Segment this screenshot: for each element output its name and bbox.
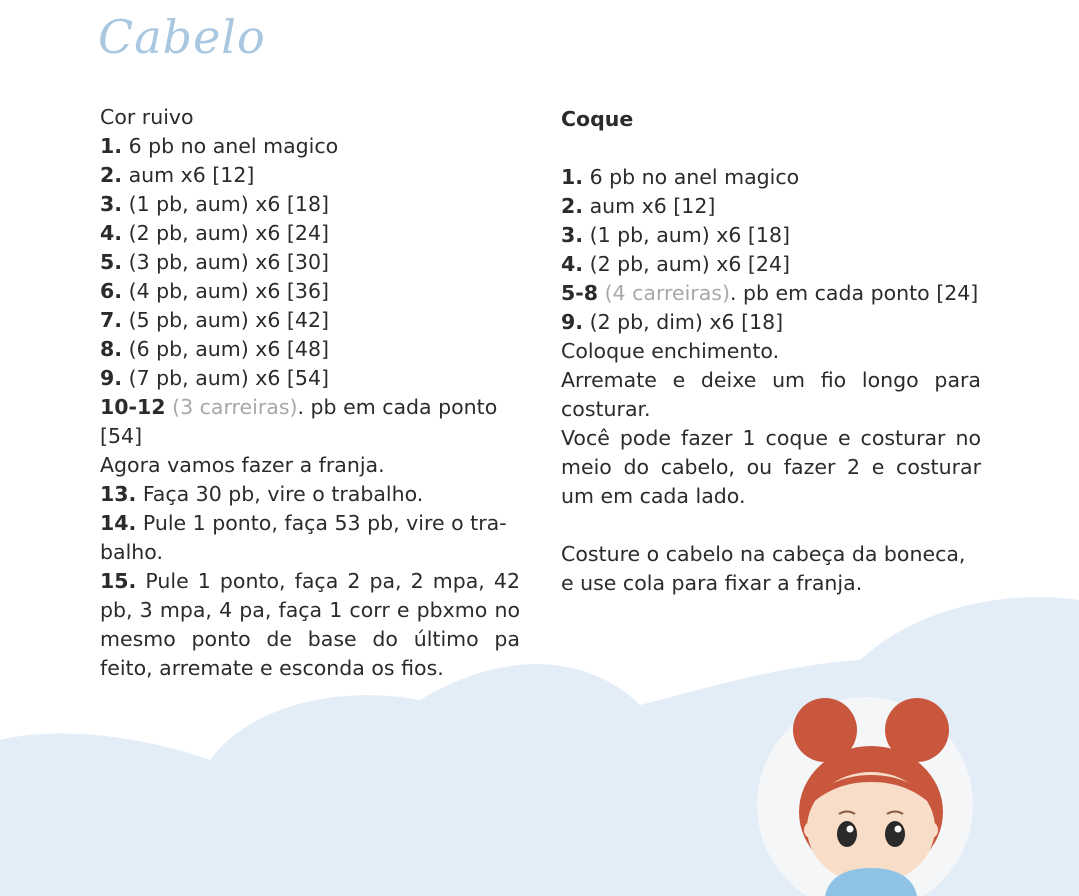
fringe-intro: Agora vamos fazer a franja. xyxy=(100,453,385,477)
coque-round-5-8: 5-8 (4 carreiras). pb em cada ponto [24] xyxy=(561,281,979,305)
round-4: 4. (2 pb, aum) x6 [24] xyxy=(100,221,330,245)
coque-round-9: 9. (2 pb, dim) x6 [18] xyxy=(561,310,784,334)
doll-photo xyxy=(755,680,985,896)
stuffing-step: Coloque enchimento. xyxy=(561,339,780,363)
section-heading-coque: Coque xyxy=(561,107,634,131)
bun-option-cont-1: meio do cabelo, ou fazer 2 e costurar xyxy=(561,455,981,479)
coque-round-3: 3. (1 pb, aum) x6 [18] xyxy=(561,223,791,247)
final-step: Costure o cabelo na cabeça da boneca, xyxy=(561,542,966,566)
round-15-cont-2: mesmo ponto de base do último pa xyxy=(100,627,520,651)
round-14: 14. Pule 1 ponto, faça 53 pb, vire o tra- xyxy=(100,511,507,535)
right-column xyxy=(561,105,981,598)
round-2: 2. aum x6 [12] xyxy=(100,163,255,187)
round-10-12-count: [54] xyxy=(100,424,143,448)
round-15-cont-1: pb, 3 mpa, 4 pa, faça 1 corr e pbxmo no xyxy=(100,598,520,622)
coque-round-2: 2. aum x6 [12] xyxy=(561,194,716,218)
round-6: 6. (4 pb, aum) x6 [36] xyxy=(100,279,330,303)
round-9: 9. (7 pb, aum) x6 [54] xyxy=(100,366,330,390)
bun-option: Você pode fazer 1 coque e costurar no xyxy=(561,426,981,450)
bun-option-cont-2: um em cada lado. xyxy=(561,484,746,508)
round-1: 1. 6 pb no anel magico xyxy=(100,134,339,158)
round-8: 8. (6 pb, aum) x6 [48] xyxy=(100,337,330,361)
final-step-cont: e use cola para fixar a franja. xyxy=(561,571,863,595)
left-column xyxy=(100,103,520,683)
coque-round-1: 1. 6 pb no anel magico xyxy=(561,165,800,189)
coque-round-4: 4. (2 pb, aum) x6 [24] xyxy=(561,252,791,276)
round-13: 13. Faça 30 pb, vire o trabalho. xyxy=(100,482,424,506)
round-15-cont-3: feito, arremate e esconda os fios. xyxy=(100,656,444,680)
finish-step: Arremate e deixe um fio longo para xyxy=(561,368,981,392)
round-5: 5. (3 pb, aum) x6 [30] xyxy=(100,250,330,274)
finish-step-cont: costurar. xyxy=(561,397,651,421)
yarn-color: Cor ruivo xyxy=(100,105,194,129)
round-3: 3. (1 pb, aum) x6 [18] xyxy=(100,192,330,216)
round-10-12: 10-12 (3 carreiras). pb em cada ponto xyxy=(100,395,498,419)
round-7: 7. (5 pb, aum) x6 [42] xyxy=(100,308,330,332)
round-14-cont: balho. xyxy=(100,540,163,564)
round-15: 15. Pule 1 ponto, faça 2 pa, 2 mpa, 42 xyxy=(100,569,520,593)
page-title: Cabelo xyxy=(98,10,266,64)
